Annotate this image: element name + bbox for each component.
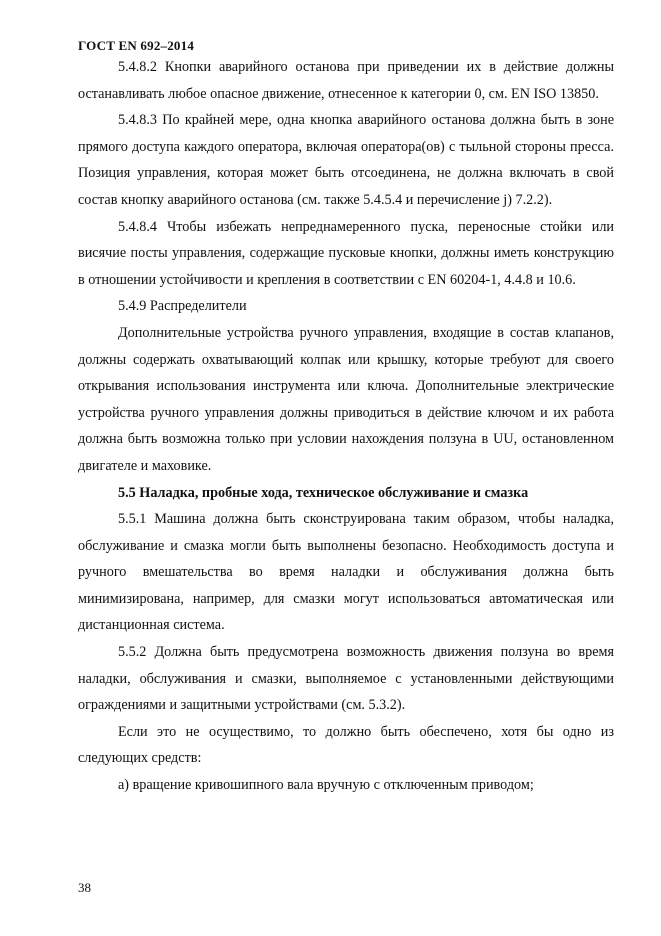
document-body [78,54,614,799]
paragraph-5-5-2: 5.5.2 Должна быть предусмотрена возможность движения ползуна во время наладки, обслуживания и смазки, выполняемое с установленными действующими ограждениями и защитными устройствами (см. 5.3.2). [78,644,614,714]
paragraph-5-4-8-4: 5.4.8.4 Чтобы избежать непреднамеренного пуска, переносные стойки или висячие посты управления, содержащие пусковые кнопки, должны иметь конструкцию в отношении устойчивости и крепления в соответствии с EN 60204-1, 4.4.8 и 10.6. [78,218,614,288]
standard-header: ГОСТ EN 692–2014 [78,38,195,53]
page-number: 38 [78,880,91,895]
paragraph-5-4-8-2: 5.4.8.2 Кнопки аварийного останова при приведении их в действие должны останавливать любое опасное движение, отнесенное к категории 0, см. EN ISO 13850. [78,59,614,102]
paragraph-5-4-8-3: 5.4.8.3 По крайней мере, одна кнопка аварийного останова должна быть в зоне прямого доступа каждого оператора, включая оператора(ов) с тыльной стороны пресса. Позиция управления, которая может быть отсоединена, не должна включать в свой состав кнопку аварийного останова (см. также 5.4.5.4 и перечисление j) 7.2.2). [78,112,614,208]
paragraph-alternatives: Если это не осуществимо, то должно быть обеспечено, хотя бы одно из следующих средств: [78,723,614,767]
paragraph-5-5-1: 5.5.1 Машина должна быть сконструирована таким образом, чтобы наладка, обслуживание и смазка могли быть выполнены безопасно. Необходимость доступа и ручного вмешательства во время наладки и обслуживания должна быть минимизирована, например, для смазки могут использоваться автоматическая или дистанционная система. [78,511,614,634]
paragraph-valves: Дополнительные устройства ручного управления, входящие в состав клапанов, должны содержать охватывающий колпак или крышку, которые требуют для своего открывания использования инструмента или ключа. Дополнительные электрические устройства ручного управления должны приводиться в действие ключом и их работа должна быть возможна только при условии нахождения ползуна в UU, остановленном двигателе и маховике. [78,324,614,474]
section-5-4-9-title: 5.4.9 Распределители [118,298,247,315]
list-item-a: a) вращение кривошипного вала вручную с отключенным приводом; [118,777,534,794]
section-5-5-heading: 5.5 Наладка, пробные хода, техническое обслуживание и смазка [118,484,529,501]
